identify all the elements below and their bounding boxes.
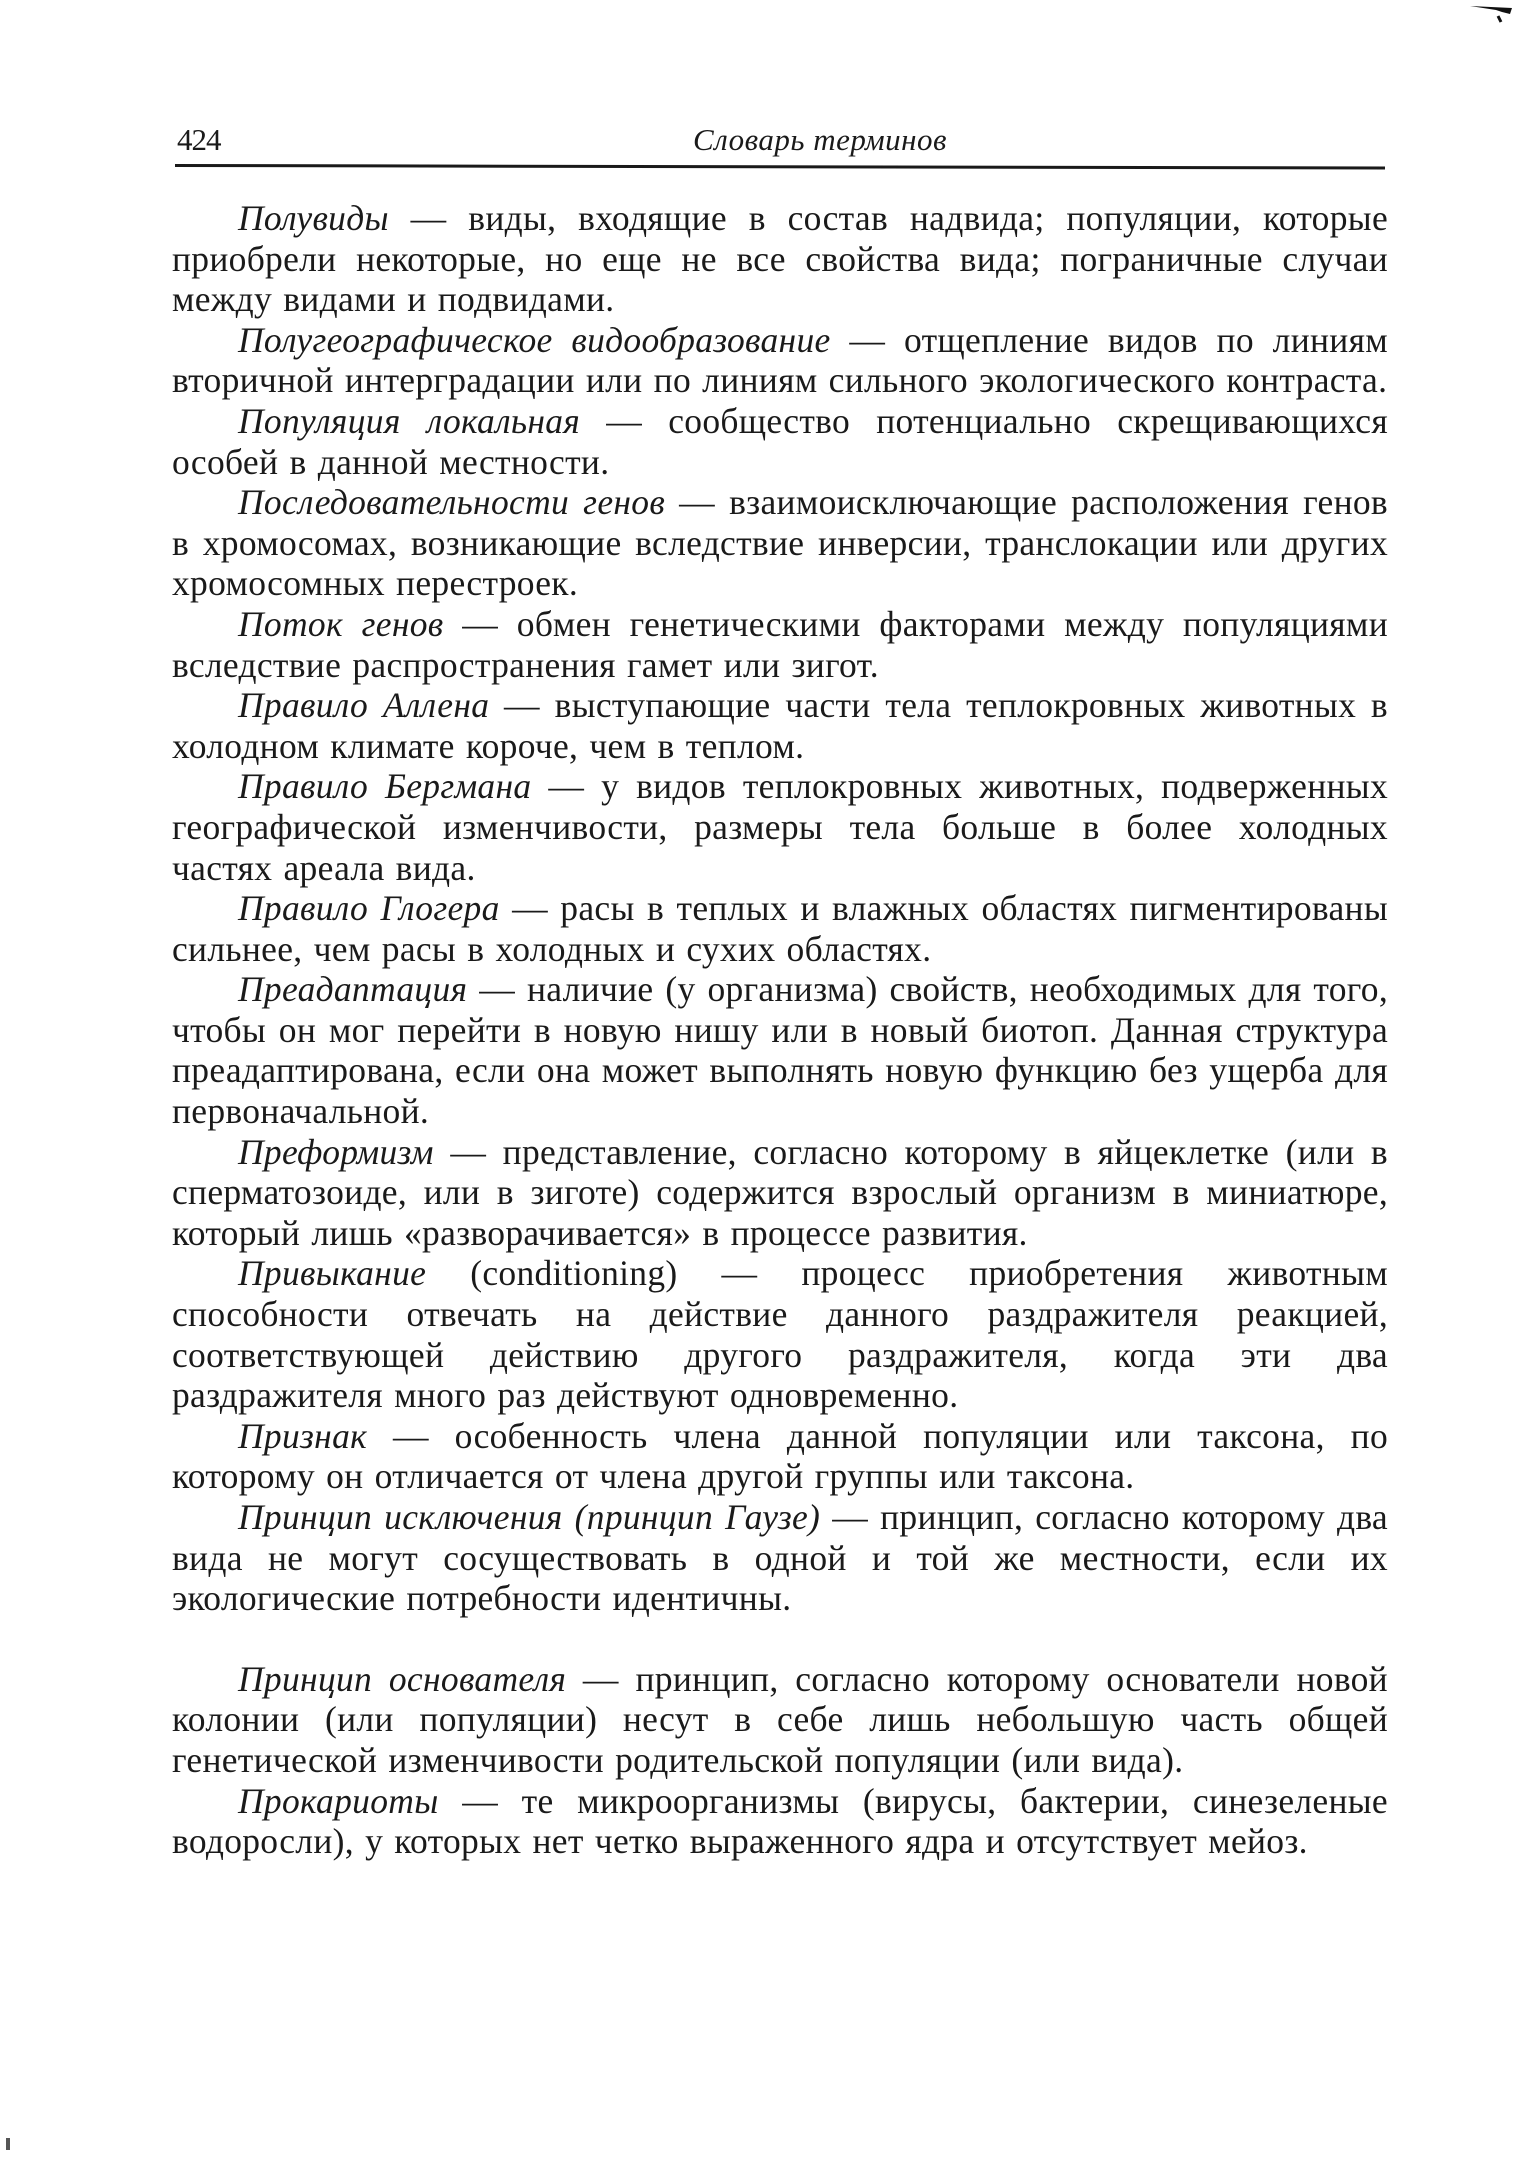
glossary-entry (172, 401, 1388, 482)
entry-term: Признак (238, 1415, 368, 1456)
entry-term: Прокариоты (238, 1780, 439, 1821)
glossary-entry (172, 888, 1388, 969)
scan-corner-mark-icon (1468, 4, 1514, 24)
glossary-entry (172, 1659, 1388, 1781)
entry-definition: — принцип, согласно которому два вида не могут сосуществовать в одной и той же местности, если их экологические потребности идентичны. (172, 1497, 1388, 1619)
entry-definition: — расы в теплых и влажных областях пигментированы сильнее, чем расы в холодных и сухих областях. (172, 888, 1388, 969)
entry-term: Правило Бергмана (238, 766, 532, 807)
entry-definition: — обмен генетическими факторами между популяциями вследствие распространения гамет или зигот. (172, 603, 1388, 685)
entry-term: Принцип исключения (принцип Гаузе) (238, 1497, 821, 1537)
scan-artifact-mark (6, 2138, 10, 2150)
glossary-entry (172, 1497, 1388, 1619)
entry-term: Преадаптация (238, 969, 468, 1010)
entry-definition: — те микроорганизмы (вирусы, бактерии, синезеленые водоросли), у которых нет четко выраженного ядра и отсутствует мейоз. (172, 1780, 1388, 1862)
entry-definition: — у видов теплокровных животных, подверженных географической изменчивости, размеры тела больше в более холодных частях ареала вида. (172, 766, 1388, 888)
page-header (175, 118, 1385, 158)
entry-definition: — особенность члена данной популяции или таксона, по которому он отличается от члена другой группы или таксона. (172, 1415, 1388, 1497)
glossary-entry (172, 198, 1388, 320)
entry-term: Принцип основателя (238, 1658, 567, 1699)
entry-definition: — выступающие части тела теплокровных животных в холодном климате короче, чем в теплом. (172, 685, 1388, 766)
entry-definition: — виды, входящие в состав надвида; популяции, которые приобрели некоторые, но еще не все свойства вида; пограничные случаи между видами и подвидами. (172, 198, 1388, 320)
entry-term: Поток генов (238, 603, 444, 644)
entry-term: Популяция локальная (238, 400, 581, 441)
glossary-body (172, 198, 1388, 1862)
entry-term: Правило Глогера (238, 888, 500, 929)
entry-term: Полувиды (238, 198, 389, 238)
entry-definition: (conditioning) — процесс приобретения животным способности отвечать на действие данного раздражителя реакцией, соответствующей действию другого раздражителя, когда эти два раздражителя много раз действуют одновременно. (172, 1253, 1388, 1416)
running-title: Словарь терминов (693, 122, 947, 157)
entry-definition: — отщепление видов по линиям вторичной интерградации или по линиям сильного экологического контраста. (172, 319, 1388, 401)
entry-definition: — взаимоисключающие расположения генов в хромосомах, возникающие вследствие инверсии, транслокации или других хромосомных перестроек. (172, 482, 1388, 604)
entry-term: Правило Аллена (238, 685, 490, 726)
glossary-entry (172, 320, 1388, 401)
glossary-entry (172, 482, 1388, 604)
entry-definition: — наличие (у организма) свойств, необходимых для того, чтобы он мог перейти в новую нишу или в новый биотоп. Данная структура преадаптирована, если она может выполнять новую функцию без ущерба для первоначальной. (172, 969, 1388, 1132)
header-rule (175, 164, 1385, 170)
page-number: 424 (177, 122, 221, 157)
entry-term: Полугеографическое видообразование (238, 319, 831, 360)
entry-term: Преформизм (238, 1131, 434, 1172)
glossary-entry (172, 1132, 1388, 1254)
entry-definition: — принцип, согласно которому основатели новой колонии (или популяции) несут в себе лишь небольшую часть общей генетической изменчивости родительской популяции (или вида). (172, 1658, 1388, 1780)
entry-term: Последовательности генов (238, 482, 666, 523)
glossary-entry (172, 766, 1388, 888)
entry-term: Привыкание (238, 1253, 427, 1294)
glossary-entry (172, 604, 1388, 685)
glossary-entry (172, 1416, 1388, 1497)
entry-definition: — сообщество потенциально скрещивающихся особей в данной местности. (172, 400, 1388, 482)
glossary-entry (172, 969, 1388, 1131)
glossary-entry (172, 1253, 1388, 1415)
glossary-entry (172, 1781, 1388, 1862)
entry-definition: — представление, согласно которому в яйцеклетке (или в сперматозоиде, или в зиготе) содержится взрослый организм в миниатюре, который лишь «разворачивается» в процессе развития. (172, 1131, 1388, 1253)
glossary-entry (172, 685, 1388, 766)
